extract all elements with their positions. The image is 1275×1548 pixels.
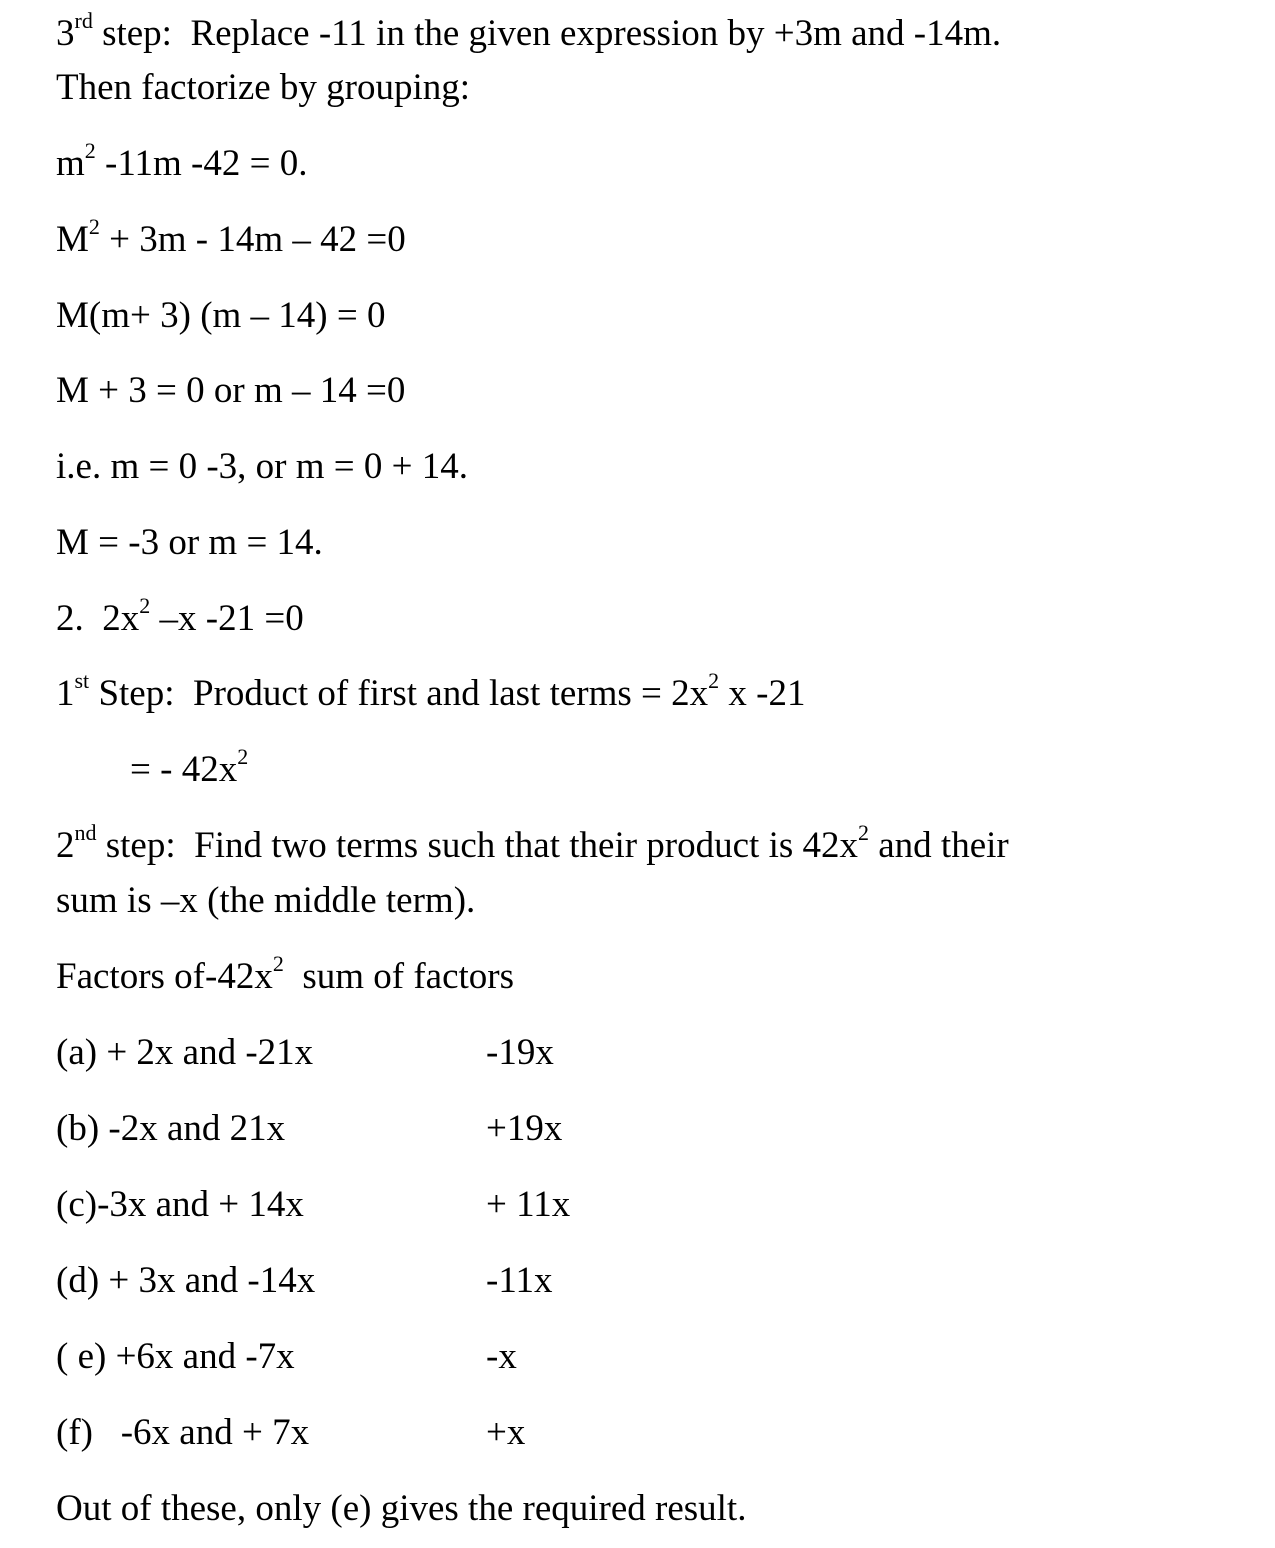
equation-text: -11m -42 = 0.: [95, 143, 308, 184]
factor-pair: (a) + 2x and -21x: [56, 1032, 314, 1073]
equation-exponent: 2: [272, 950, 284, 976]
equation-text: m: [56, 143, 85, 184]
equation-exponent: 2: [84, 137, 96, 163]
problem-2-equation: [56, 592, 304, 641]
factor-sum: +19x: [486, 1108, 563, 1149]
step3-text: step: Replace -11 in the given expression by +3m and -14m.: [92, 13, 1002, 54]
equation-exponent: 2: [88, 213, 100, 239]
step3-line1: [56, 7, 1002, 56]
factor-sum: -19x: [486, 1032, 554, 1073]
equation-line: [56, 213, 406, 262]
sum-column-header: sum of factors: [283, 956, 514, 997]
equation-line: i.e. m = 0 -3, or m = 0 + 14.: [56, 446, 469, 487]
equation-exponent: 2: [708, 667, 720, 693]
factors-table-row: [56, 1183, 571, 1227]
equation-text: –x -21 =0: [150, 598, 304, 639]
step1-ordinal: 1: [56, 673, 75, 714]
factor-sum: +x: [486, 1412, 526, 1453]
factor-pair: (b) -2x and 21x: [56, 1108, 286, 1149]
equation-exponent: 2: [237, 743, 249, 769]
factor-pair: (d) + 3x and -14x: [56, 1260, 316, 1301]
equation-text: 2. 2x: [56, 598, 140, 639]
equation-line: M = -3 or m = 14.: [56, 522, 323, 563]
factor-sum: -11x: [486, 1260, 553, 1301]
step2-line2: sum is –x (the middle term).: [56, 880, 476, 921]
factor-sum: -x: [486, 1336, 517, 1377]
factors-column-header: Factors of-42x: [56, 956, 273, 997]
step2-ordinal-suffix: nd: [74, 819, 97, 845]
step2-text: and their: [869, 825, 1009, 866]
step2-text: step: Find two terms such that their product is 42x: [96, 825, 858, 866]
factor-pair: (c)-3x and + 14x: [56, 1184, 304, 1225]
equation-exponent: 2: [858, 819, 869, 845]
equation-exponent: 2: [139, 592, 151, 618]
step2-ordinal: 2: [56, 825, 75, 866]
step1-text: x -21: [719, 673, 806, 714]
equation-text: M: [56, 219, 89, 260]
step1-result: [130, 743, 249, 792]
factors-table-header: [56, 950, 514, 999]
factor-pair: (f) -6x and + 7x: [56, 1412, 310, 1453]
step3-line2: Then factorize by grouping:: [56, 67, 471, 108]
step1-line: [56, 667, 806, 716]
factor-sum: + 11x: [486, 1184, 571, 1225]
factors-table-row: [56, 1335, 517, 1379]
step2-line1: [56, 819, 1009, 868]
step1-ordinal-suffix: st: [74, 667, 90, 693]
equation-line: [56, 137, 308, 186]
step1-text: Step: Product of first and last terms = 2x: [89, 673, 709, 714]
factor-pair: ( e) +6x and -7x: [56, 1336, 295, 1377]
factors-table-row: [56, 1259, 553, 1303]
conclusion-text: Out of these, only (e) gives the required result.: [56, 1488, 747, 1529]
factors-table-row: [56, 1107, 563, 1151]
factors-table-row: [56, 1031, 554, 1075]
equation-text: + 3m - 14m – 42 =0: [99, 219, 406, 260]
equation-line: M + 3 = 0 or m – 14 =0: [56, 370, 406, 411]
equation-line: M(m+ 3) (m – 14) = 0: [56, 295, 386, 336]
step3-ordinal-suffix: rd: [74, 7, 93, 33]
equation-text: = - 42x: [130, 749, 238, 790]
step3-ordinal: 3: [56, 13, 75, 54]
factors-table-row: [56, 1411, 526, 1455]
